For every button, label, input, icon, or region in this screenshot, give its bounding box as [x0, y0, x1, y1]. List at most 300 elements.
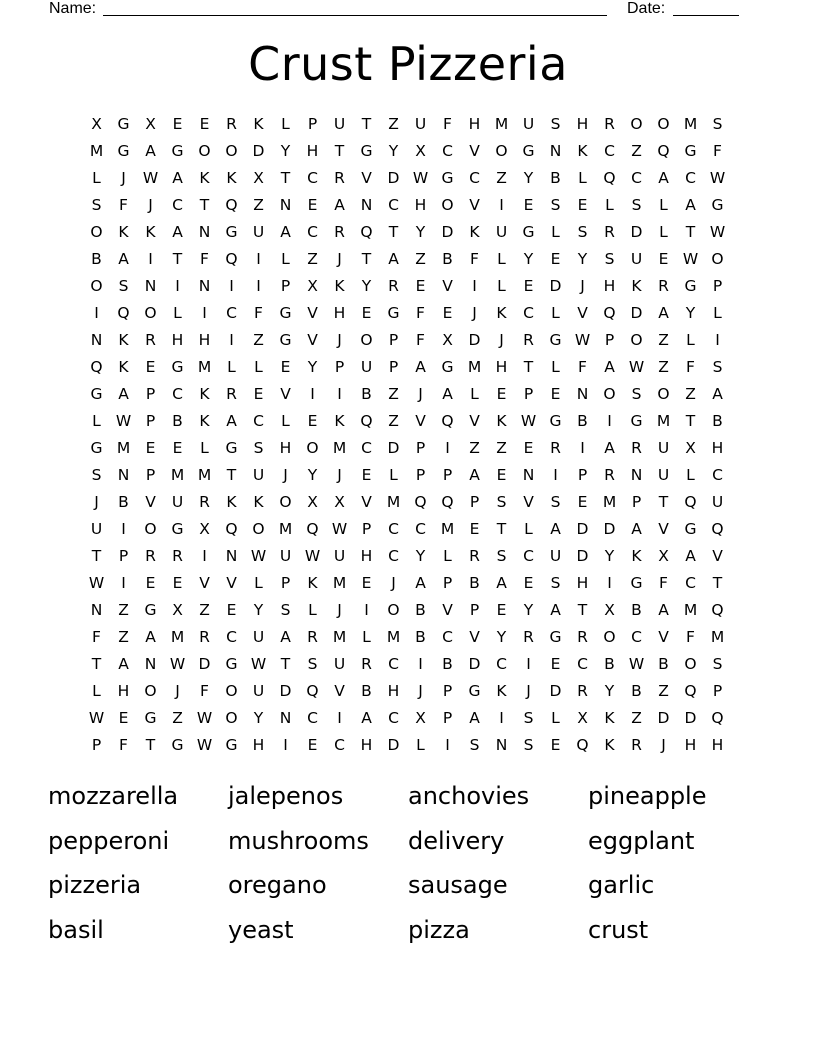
grid-letter: S	[712, 655, 723, 673]
grid-letter: L	[254, 574, 263, 592]
grid-letter: E	[145, 439, 156, 457]
grid-letter: Z	[118, 601, 129, 619]
grid-letter: M	[386, 628, 401, 646]
grid-letter: H	[711, 736, 724, 754]
grid-letter: W	[412, 169, 429, 187]
grid-letter: R	[523, 331, 534, 349]
grid-letter: V	[712, 547, 723, 565]
grid-letter: M	[494, 115, 509, 133]
grid-letter: F	[686, 358, 695, 376]
grid-letter: E	[145, 574, 156, 592]
grid-letter: L	[497, 277, 506, 295]
grid-letter: F	[119, 736, 128, 754]
grid-letter: O	[387, 601, 400, 619]
grid-letter: O	[441, 196, 454, 214]
grid-letter: Y	[604, 682, 615, 700]
grid-letter: N	[549, 142, 562, 160]
grid-letter: K	[496, 682, 507, 700]
grid-letter: Q	[117, 304, 130, 322]
word-list-item: yeast	[228, 915, 294, 944]
grid-letter: B	[415, 628, 426, 646]
grid-letter: E	[469, 520, 480, 538]
grid-letter: T	[712, 574, 723, 592]
grid-row	[83, 435, 731, 462]
grid-letter: Q	[711, 601, 724, 619]
grid-letter: A	[550, 520, 561, 538]
word-list-item: mushrooms	[228, 826, 369, 855]
grid-row	[83, 705, 731, 732]
word-list-item: garlic	[588, 871, 655, 899]
grid-letter: Q	[360, 223, 373, 241]
grid-letter: A	[604, 439, 615, 457]
grid-row	[83, 624, 731, 651]
grid-letter: C	[442, 628, 453, 646]
grid-letter: C	[604, 142, 615, 160]
grid-letter: O	[657, 115, 670, 133]
grid-row	[83, 570, 731, 597]
grid-letter: T	[685, 223, 696, 241]
grid-letter: A	[442, 385, 453, 403]
grid-letter: E	[253, 385, 264, 403]
grid-letter: P	[604, 331, 615, 349]
grid-letter: I	[202, 547, 207, 565]
grid-letter: Y	[523, 250, 534, 268]
grid-letter: M	[170, 628, 185, 646]
grid-letter: L	[281, 250, 290, 268]
grid-letter: A	[469, 466, 480, 484]
grid-row	[83, 489, 731, 516]
grid-letter: T	[658, 493, 669, 511]
grid-letter: N	[198, 223, 211, 241]
grid-letter: D	[549, 682, 562, 700]
grid-letter: Y	[685, 304, 696, 322]
grid-letter: Q	[306, 520, 319, 538]
grid-letter: C	[226, 628, 237, 646]
grid-letter: I	[580, 439, 585, 457]
grid-letter: Y	[604, 547, 615, 565]
grid-letter: G	[684, 520, 697, 538]
date-label: Date:	[627, 0, 666, 17]
grid-letter: W	[331, 520, 348, 538]
grid-letter: Z	[631, 709, 642, 727]
grid-letter: U	[414, 115, 427, 133]
word-list	[48, 776, 768, 954]
grid-letter: E	[361, 304, 372, 322]
grid-letter: L	[551, 223, 560, 241]
grid-letter: E	[118, 709, 129, 727]
grid-letter: T	[172, 250, 183, 268]
grid-letter: P	[388, 331, 399, 349]
grid-letter: X	[685, 439, 696, 457]
grid-letter: S	[631, 385, 642, 403]
grid-letter: T	[91, 655, 102, 673]
letter-grid	[83, 111, 731, 759]
grid-letter: I	[283, 736, 288, 754]
grid-letter: H	[414, 196, 427, 214]
grid-letter: T	[334, 142, 345, 160]
grid-letter: W	[682, 250, 699, 268]
worksheet-header	[0, 0, 816, 22]
grid-letter: K	[118, 358, 129, 376]
grid-letter: Q	[711, 709, 724, 727]
grid-letter: G	[171, 520, 184, 538]
grid-letter: V	[226, 574, 237, 592]
grid-letter: M	[602, 493, 617, 511]
grid-letter: K	[253, 493, 264, 511]
grid-letter: L	[281, 115, 290, 133]
grid-letter: M	[332, 439, 347, 457]
grid-letter: D	[387, 736, 400, 754]
grid-letter: M	[116, 439, 131, 457]
grid-letter: W	[196, 709, 213, 727]
grid-letter: Q	[306, 682, 319, 700]
grid-letter: R	[658, 277, 669, 295]
grid-letter: A	[415, 574, 426, 592]
grid-letter: A	[118, 385, 129, 403]
grid-letter: V	[577, 304, 588, 322]
grid-letter: S	[604, 250, 615, 268]
grid-letter: I	[445, 736, 450, 754]
grid-letter: P	[145, 412, 156, 430]
grid-letter: I	[121, 574, 126, 592]
grid-row	[83, 354, 731, 381]
grid-letter: J	[337, 466, 342, 484]
grid-letter: E	[172, 439, 183, 457]
grid-letter: S	[523, 736, 534, 754]
grid-letter: G	[225, 223, 238, 241]
grid-letter: O	[684, 655, 697, 673]
grid-letter: C	[523, 547, 534, 565]
grid-letter: R	[361, 655, 372, 673]
grid-letter: A	[280, 223, 291, 241]
grid-letter: Q	[414, 493, 427, 511]
grid-letter: B	[469, 574, 480, 592]
grid-letter: T	[91, 547, 102, 565]
grid-letter: Y	[523, 601, 534, 619]
grid-letter: U	[333, 547, 346, 565]
grid-row	[83, 300, 731, 327]
grid-letter: T	[361, 115, 372, 133]
grid-letter: P	[280, 277, 291, 295]
grid-letter: O	[711, 250, 724, 268]
grid-letter: M	[89, 142, 104, 160]
word-list-item: jalepenos	[228, 782, 344, 810]
grid-letter: P	[415, 439, 426, 457]
grid-letter: E	[550, 736, 561, 754]
grid-letter: I	[499, 709, 504, 727]
grid-letter: O	[144, 682, 157, 700]
grid-letter: W	[709, 169, 726, 187]
grid-letter: M	[197, 358, 212, 376]
grid-letter: L	[713, 304, 722, 322]
grid-letter: G	[360, 142, 373, 160]
grid-letter: T	[496, 520, 507, 538]
grid-letter: U	[711, 493, 724, 511]
grid-letter: Y	[415, 223, 426, 241]
grid-letter: F	[200, 250, 209, 268]
grid-letter: E	[172, 115, 183, 133]
grid-letter: Z	[307, 250, 318, 268]
grid-letter: P	[280, 574, 291, 592]
grid-letter: B	[658, 655, 669, 673]
grid-letter: P	[145, 466, 156, 484]
grid-letter: P	[145, 385, 156, 403]
grid-letter: W	[250, 547, 267, 565]
grid-letter: H	[171, 331, 184, 349]
grid-letter: S	[496, 547, 507, 565]
grid-letter: T	[361, 250, 372, 268]
grid-letter: C	[685, 574, 696, 592]
grid-letter: U	[171, 493, 184, 511]
grid-letter: C	[226, 304, 237, 322]
grid-letter: T	[145, 736, 156, 754]
grid-letter: A	[334, 196, 345, 214]
grid-letter: G	[684, 277, 697, 295]
grid-letter: I	[148, 250, 153, 268]
grid-letter: P	[415, 466, 426, 484]
grid-letter: A	[172, 169, 183, 187]
grid-letter: T	[523, 358, 534, 376]
grid-letter: F	[443, 115, 452, 133]
grid-letter: R	[577, 682, 588, 700]
grid-letter: S	[523, 709, 534, 727]
grid-letter: K	[496, 412, 507, 430]
grid-letter: Q	[441, 493, 454, 511]
grid-letter: R	[631, 439, 642, 457]
grid-letter: B	[631, 601, 642, 619]
grid-letter: X	[172, 601, 183, 619]
grid-letter: B	[361, 385, 372, 403]
grid-letter: J	[283, 466, 288, 484]
word-list-item: sausage	[408, 871, 508, 899]
grid-letter: Z	[172, 709, 183, 727]
grid-letter: A	[172, 223, 183, 241]
grid-letter: O	[306, 439, 319, 457]
grid-letter: G	[279, 331, 292, 349]
grid-letter: C	[469, 169, 480, 187]
grid-letter: H	[711, 439, 724, 457]
grid-letter: G	[144, 709, 157, 727]
grid-letter: J	[94, 493, 99, 511]
grid-letter: S	[577, 223, 588, 241]
grid-letter: M	[683, 601, 698, 619]
grid-letter: N	[360, 196, 373, 214]
grid-letter: B	[577, 412, 588, 430]
grid-letter: F	[200, 682, 209, 700]
grid-letter: Q	[225, 520, 238, 538]
grid-letter: Z	[388, 385, 399, 403]
grid-letter: Z	[658, 682, 669, 700]
grid-letter: L	[659, 223, 668, 241]
grid-row	[83, 111, 731, 138]
grid-letter: K	[631, 547, 642, 565]
grid-letter: R	[334, 169, 345, 187]
grid-letter: N	[225, 547, 238, 565]
grid-letter: Z	[253, 196, 264, 214]
grid-letter: C	[253, 412, 264, 430]
grid-letter: L	[227, 358, 236, 376]
grid-letter: U	[333, 655, 346, 673]
grid-letter: E	[523, 574, 534, 592]
grid-letter: H	[603, 277, 616, 295]
grid-letter: G	[441, 358, 454, 376]
grid-letter: C	[388, 655, 399, 673]
grid-letter: U	[522, 115, 535, 133]
grid-letter: X	[334, 493, 345, 511]
grid-letter: E	[307, 196, 318, 214]
grid-letter: J	[499, 331, 504, 349]
grid-letter: S	[496, 493, 507, 511]
grid-letter: O	[225, 709, 238, 727]
word-list-item: oregano	[228, 871, 327, 899]
grid-letter: Q	[360, 412, 373, 430]
grid-letter: H	[279, 439, 292, 457]
grid-letter: I	[472, 277, 477, 295]
grid-letter: N	[279, 196, 292, 214]
grid-letter: N	[90, 601, 103, 619]
grid-letter: Y	[361, 277, 372, 295]
grid-letter: R	[604, 115, 615, 133]
grid-letter: Q	[576, 736, 589, 754]
grid-letter: A	[496, 574, 507, 592]
grid-letter: G	[522, 223, 535, 241]
grid-letter: V	[307, 304, 318, 322]
grid-letter: V	[199, 574, 210, 592]
grid-letter: W	[142, 169, 159, 187]
grid-letter: M	[170, 466, 185, 484]
grid-letter: W	[709, 223, 726, 241]
grid-letter: A	[388, 250, 399, 268]
grid-letter: P	[442, 709, 453, 727]
grid-letter: P	[577, 466, 588, 484]
grid-letter: O	[495, 142, 508, 160]
grid-letter: B	[118, 493, 129, 511]
grid-letter: E	[550, 385, 561, 403]
grid-letter: X	[415, 142, 426, 160]
grid-letter: K	[199, 412, 210, 430]
grid-letter: K	[253, 115, 264, 133]
grid-letter: Z	[388, 412, 399, 430]
grid-letter: B	[415, 601, 426, 619]
grid-letter: K	[118, 223, 129, 241]
grid-letter: V	[442, 277, 453, 295]
grid-letter: M	[386, 493, 401, 511]
grid-letter: W	[628, 655, 645, 673]
grid-letter: I	[418, 655, 423, 673]
grid-letter: O	[198, 142, 211, 160]
grid-letter: Q	[711, 520, 724, 538]
grid-letter: X	[307, 277, 318, 295]
grid-letter: A	[280, 628, 291, 646]
grid-letter: C	[685, 169, 696, 187]
grid-letter: L	[686, 466, 695, 484]
grid-letter: M	[467, 358, 482, 376]
grid-letter: H	[198, 331, 211, 349]
grid-letter: J	[391, 574, 396, 592]
word-list-item: pizza	[408, 915, 470, 944]
grid-letter: D	[657, 709, 670, 727]
grid-letter: U	[657, 439, 670, 457]
grid-letter: G	[171, 358, 184, 376]
grid-row	[83, 219, 731, 246]
grid-letter: C	[577, 655, 588, 673]
grid-letter: V	[469, 412, 480, 430]
grid-letter: S	[307, 655, 318, 673]
grid-letter: N	[198, 277, 211, 295]
grid-letter: X	[442, 331, 453, 349]
grid-letter: L	[200, 439, 209, 457]
grid-letter: F	[92, 628, 101, 646]
grid-letter: R	[307, 628, 318, 646]
grid-letter: B	[361, 682, 372, 700]
word-list-item: anchovies	[408, 782, 530, 810]
grid-letter: J	[337, 601, 342, 619]
grid-letter: C	[307, 709, 318, 727]
grid-letter: H	[360, 547, 373, 565]
grid-letter: Z	[388, 115, 399, 133]
grid-letter: I	[607, 574, 612, 592]
grid-letter: D	[630, 304, 643, 322]
grid-letter: Z	[253, 331, 264, 349]
grid-letter: U	[495, 223, 508, 241]
grid-letter: R	[172, 547, 183, 565]
grid-letter: X	[604, 601, 615, 619]
grid-letter: M	[332, 574, 347, 592]
grid-letter: O	[603, 385, 616, 403]
grid-letter: R	[334, 223, 345, 241]
grid-letter: P	[712, 277, 723, 295]
grid-letter: G	[225, 439, 238, 457]
grid-letter: L	[362, 628, 371, 646]
grid-letter: C	[307, 169, 318, 187]
grid-letter: P	[361, 520, 372, 538]
grid-letter: Q	[441, 412, 454, 430]
grid-letter: W	[88, 574, 105, 592]
grid-letter: E	[496, 466, 507, 484]
grid-letter: C	[361, 439, 372, 457]
grid-letter: I	[526, 655, 531, 673]
grid-letter: D	[468, 331, 481, 349]
grid-letter: J	[337, 250, 342, 268]
grid-letter: M	[278, 520, 293, 538]
grid-letter: A	[226, 412, 237, 430]
grid-letter: X	[577, 709, 588, 727]
grid-letter: G	[711, 196, 724, 214]
grid-letter: V	[280, 385, 291, 403]
grid-letter: L	[92, 682, 101, 700]
grid-letter: N	[522, 466, 535, 484]
grid-letter: I	[715, 331, 720, 349]
grid-letter: L	[308, 601, 317, 619]
grid-letter: A	[145, 142, 156, 160]
grid-letter: Z	[415, 250, 426, 268]
grid-letter: B	[442, 655, 453, 673]
grid-letter: O	[630, 115, 643, 133]
grid-letter: G	[387, 304, 400, 322]
grid-letter: E	[172, 574, 183, 592]
grid-letter: Z	[118, 628, 129, 646]
grid-letter: F	[119, 196, 128, 214]
grid-letter: T	[685, 412, 696, 430]
grid-row	[83, 462, 731, 489]
grid-letter: U	[333, 115, 346, 133]
grid-letter: J	[526, 682, 531, 700]
grid-letter: T	[388, 223, 399, 241]
grid-letter: M	[440, 520, 455, 538]
grid-letter: H	[387, 682, 400, 700]
grid-letter: T	[226, 466, 237, 484]
grid-letter: A	[685, 547, 696, 565]
